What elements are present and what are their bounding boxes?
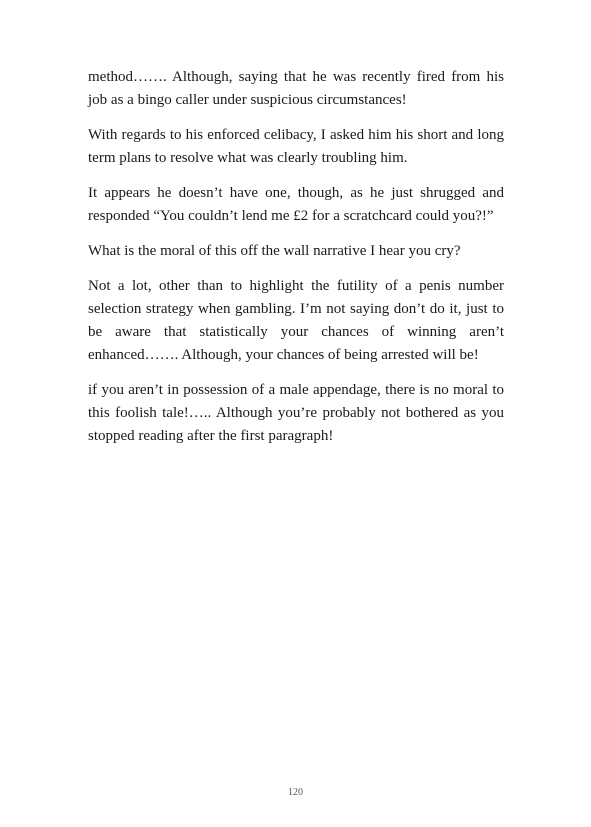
body-text bbox=[88, 66, 504, 460]
paragraph-3: It appears he doesn’t have one, though, as he just shrugged and responded “You couldn’t lend me £2 for a scratchcard could you?!” bbox=[88, 185, 504, 224]
paragraph-2: With regards to his enforced celibacy, I asked him his short and long term plans to resolve what was clearly troubling him. bbox=[88, 127, 504, 166]
paragraph-5: Not a lot, other than to highlight the futility of a penis number selection strategy when gambling. I’m not saying don’t do it, just to be aware that statistically your chances of winning aren’t enhanced……. Although, your chances of being arrested will be! bbox=[88, 278, 504, 363]
paragraph-4: What is the moral of this off the wall narrative I hear you cry? bbox=[88, 243, 461, 259]
page-number: 120 bbox=[288, 787, 303, 798]
paragraph-1: method……. Although, saying that he was recently fired from his job as a bingo caller under suspicious circumstances! bbox=[88, 69, 504, 108]
paragraph-6: if you aren’t in possession of a male appendage, there is no moral to this foolish tale!….. Although you’re probably not bothered as you stopped reading after the first paragraph! bbox=[88, 382, 504, 444]
